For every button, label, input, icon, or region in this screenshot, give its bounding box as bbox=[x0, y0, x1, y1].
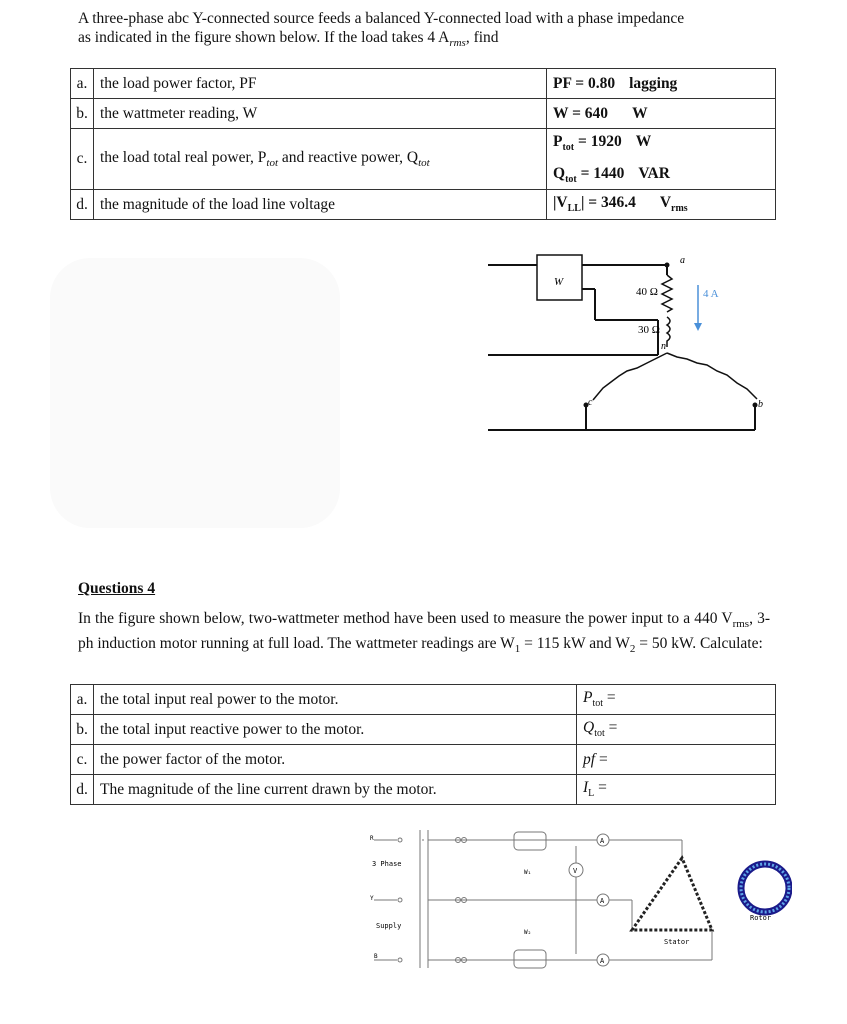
table-row bbox=[71, 129, 776, 190]
phase-b-label: B bbox=[374, 953, 378, 960]
voltmeter-label: V bbox=[573, 867, 578, 875]
question-4-heading: Questions 4 bbox=[78, 580, 156, 597]
row-letter: a. bbox=[71, 685, 94, 715]
table-row bbox=[71, 69, 776, 99]
intro-line-1: A three-phase abc Y-connected source feeds a balanced Y-connected load with a phase impedance bbox=[78, 10, 685, 27]
node-a-label: a bbox=[680, 255, 685, 266]
phase-r-label: R bbox=[370, 835, 374, 842]
node-c-label: c bbox=[588, 397, 593, 408]
row-letter: c. bbox=[71, 129, 94, 190]
row-answer: PF = 0.80 lagging bbox=[547, 69, 776, 99]
table-row bbox=[71, 745, 776, 775]
rotor-label: Rotor bbox=[750, 914, 772, 922]
table-1 bbox=[70, 68, 776, 220]
row-question: the magnitude of the load line voltage bbox=[94, 190, 547, 220]
stator-label: Stator bbox=[664, 938, 690, 946]
row-answer: $P_{tot}$ = bbox=[577, 685, 776, 715]
table-row bbox=[71, 190, 776, 220]
row-letter: b. bbox=[71, 99, 94, 129]
row-answer: $|V_{LL}| = 346.4$ $V_{rms}$ bbox=[547, 190, 776, 220]
row-letter: c. bbox=[71, 745, 94, 775]
row-answer: pf = bbox=[577, 745, 776, 775]
row-question: the load total real power, $P_{tot}$ and reactive power, $Q_{tot}$ bbox=[94, 129, 547, 190]
table-2 bbox=[70, 684, 776, 805]
reactance-label: 30 Ω bbox=[638, 324, 660, 336]
three-phase-label: 3 Phase bbox=[372, 860, 402, 868]
blurred-region bbox=[50, 258, 340, 528]
row-question: the power factor of the motor. bbox=[94, 745, 577, 775]
question-4-body: In the figure shown below, two-wattmeter method have been used to measure the power input to a 440 $V_{rms}$, 3-ph induction motor running at full load. The wattmeter readings are $W_1 = 115$ kW and $W_2 = 50$ kW. Calculate: bbox=[78, 610, 770, 656]
circuit-1-diagram bbox=[480, 245, 780, 455]
wattmeter-1-label: W₁ bbox=[524, 869, 532, 876]
table-row bbox=[71, 775, 776, 805]
row-letter: b. bbox=[71, 715, 94, 745]
node-b-label: b bbox=[758, 399, 763, 410]
wattmeter-label: W bbox=[554, 276, 564, 288]
ammeter-r-label: A bbox=[600, 837, 605, 845]
row-answer: $Q_{tot}$ = bbox=[577, 715, 776, 745]
row-answer: $I_L$ = bbox=[577, 775, 776, 805]
row-letter: d. bbox=[71, 190, 94, 220]
intro-paragraph bbox=[78, 9, 778, 53]
current-label: 4 A bbox=[703, 288, 719, 300]
row-answer: $P_{tot} = 1920$ W $Q_{tot} = 1440$ VAR bbox=[547, 129, 776, 190]
table-row bbox=[71, 715, 776, 745]
ammeter-b-label: A bbox=[600, 957, 605, 965]
resistance-label: 40 Ω bbox=[636, 286, 658, 298]
ammeter-y-label: A bbox=[600, 897, 605, 905]
table-row bbox=[71, 99, 776, 129]
row-question: the total input reactive power to the motor. bbox=[94, 715, 577, 745]
wattmeter-2-label: W₂ bbox=[524, 929, 532, 936]
row-answer: W = 640 W bbox=[547, 99, 776, 129]
row-question: The magnitude of the line current drawn by the motor. bbox=[94, 775, 577, 805]
row-question: the load power factor, PF bbox=[94, 69, 547, 99]
row-letter: d. bbox=[71, 775, 94, 805]
phase-y-label: Y bbox=[370, 895, 374, 902]
row-question: the total input real power to the motor. bbox=[94, 685, 577, 715]
row-question: the wattmeter reading, W bbox=[94, 99, 547, 129]
table-row bbox=[71, 685, 776, 715]
row-letter: a. bbox=[71, 69, 94, 99]
circuit-2-diagram bbox=[362, 826, 792, 971]
supply-label: Supply bbox=[376, 922, 402, 930]
intro-line-2: as indicated in the figure shown below. If the load takes 4 $A_{rms}$, find bbox=[78, 29, 499, 50]
node-n-label: n bbox=[661, 341, 666, 352]
